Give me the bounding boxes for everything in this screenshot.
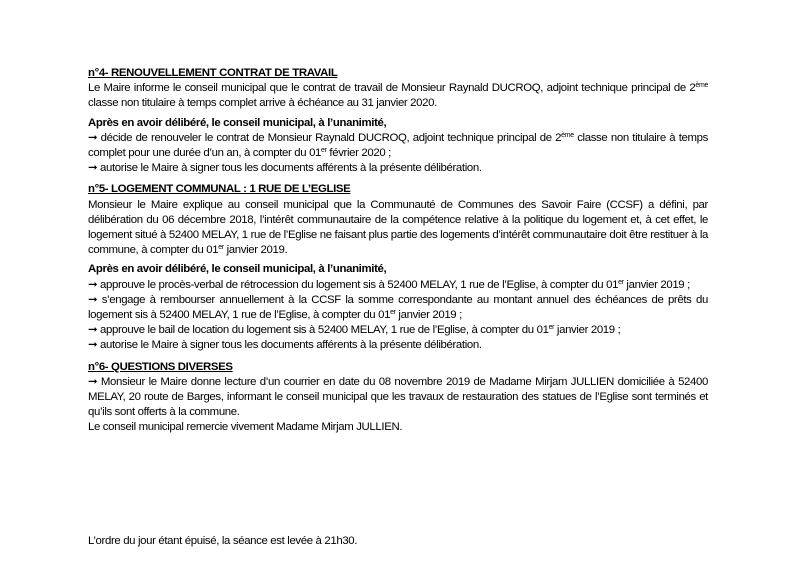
minutes-page: [88, 66, 708, 436]
section-4-item-1-c: février 2020 ;: [326, 147, 391, 160]
section-5-sup: er: [218, 244, 224, 252]
section-4-item-1-sup2: er: [321, 147, 327, 155]
section-5-item-2-b: janvier 2019 ;: [395, 309, 462, 322]
section-4-item-1-sup: ème: [561, 131, 574, 139]
section-4-item-1-a: ➞ décide de renouveler le contrat de Monsieur Raynald DUCROQ, adjoint technique principal de 2: [88, 131, 562, 144]
section-5-item-3-a: ➞ approuve le bail de location du logement sis à 52400 MELAY, 1 rue de l’Eglise, à compter du 01: [88, 324, 549, 337]
section-4-text-b: classe non titulaire à temps complet arrive à échéance au 31 janvier 2020.: [88, 97, 437, 110]
section-5-item-1: [88, 278, 708, 293]
section-4-sup: ème: [695, 82, 708, 90]
section-6-paragraph: ➞ Monsieur le Maire donne lecture d’un courrier en date du 08 novembre 2019 de Madame Mirjam JULLIEN domiciliée à 52400 MELAY, 20 route de Barges, informant le conseil municipal que les travaux de restauration des statues de l’Eglise sont terminés et qu’ils sont offerts à la commune.: [88, 375, 708, 419]
section-5-text-a: Monsieur le Maire explique au conseil municipal que la Communauté de Communes des Savoir Faire (CCSF) a défini, par délibération du 06 décembre 2018, l’intérêt communautaire de la compétence relative à la politique du logement et, à cet effet, le logement situé à 52400 MELAY, 1 rue de l’Eglise ne faisant plus partie des logements d’intérêt communautaire doit être restituer à la commune, à compter du 01: [88, 198, 708, 257]
section-6: [88, 360, 708, 436]
section-5-item-2-a: ➞ s’engage à rembourser annuellement à la CCSF la somme correspondante au montant annuel des échéances de prêts du logement sis à 52400 MELAY, 1 rue de l’Eglise, à compter du 01: [88, 293, 708, 322]
section-5-item-1-b: janvier 2019 ;: [623, 278, 690, 291]
section-5-title: n°5- LOGEMENT COMMUNAL : 1 RUE DE L’EGLISE: [88, 183, 351, 196]
section-4-title: n°4- RENOUVELLEMENT CONTRAT DE TRAVAIL: [88, 67, 338, 79]
section-5: [88, 182, 708, 353]
section-4: [88, 66, 708, 176]
section-5-paragraph: [88, 198, 708, 259]
section-5-item-4: ➞ autorise le Maire à signer tous les documents afférents à la présente délibération.: [88, 339, 482, 352]
section-4-item-1-b: classe non titulaire à temps complet pour une durée d’un an, à compter du 01: [88, 131, 708, 160]
section-6-title: n°6- QUESTIONS DIVERSES: [88, 360, 233, 373]
section-4-text-a: Le Maire informe le conseil municipal que le contrat de travail de Monsieur Raynald DUCROQ, adjoint technique principal de 2: [88, 82, 696, 95]
section-4-item-1: [88, 131, 708, 161]
section-5-item-3-b: janvier 2019 ;: [554, 324, 621, 337]
section-5-decision: Après en avoir délibéré, le conseil municipal, à l’unanimité,: [88, 263, 387, 276]
section-5-item-3: [88, 323, 708, 338]
section-5-item-3-sup: er: [548, 324, 555, 332]
section-5-item-2: [88, 293, 708, 323]
section-5-item-1-sup: er: [618, 278, 624, 286]
section-4-decision: Après en avoir délibéré, le conseil municipal, à l’unanimité,: [88, 116, 387, 129]
section-6-thanks: Le conseil municipal remercie vivement Madame Mirjam JULLIEN.: [88, 421, 403, 434]
section-4-item-2: ➞ autorise le Maire à signer tous les documents afférents à la présente délibération.: [88, 162, 482, 175]
section-4-paragraph: [88, 81, 708, 111]
section-5-item-2-sup: er: [390, 309, 396, 317]
closing-statement: L’ordre du jour étant épuisé, la séance est levée à 21h30.: [88, 535, 358, 547]
section-5-item-1-a: ➞ approuve le procès-verbal de rétrocession du logement sis à 52400 MELAY, 1 rue de l’Eglise, à compter du 01: [88, 278, 619, 291]
section-5-text-b: janvier 2019.: [223, 244, 288, 257]
